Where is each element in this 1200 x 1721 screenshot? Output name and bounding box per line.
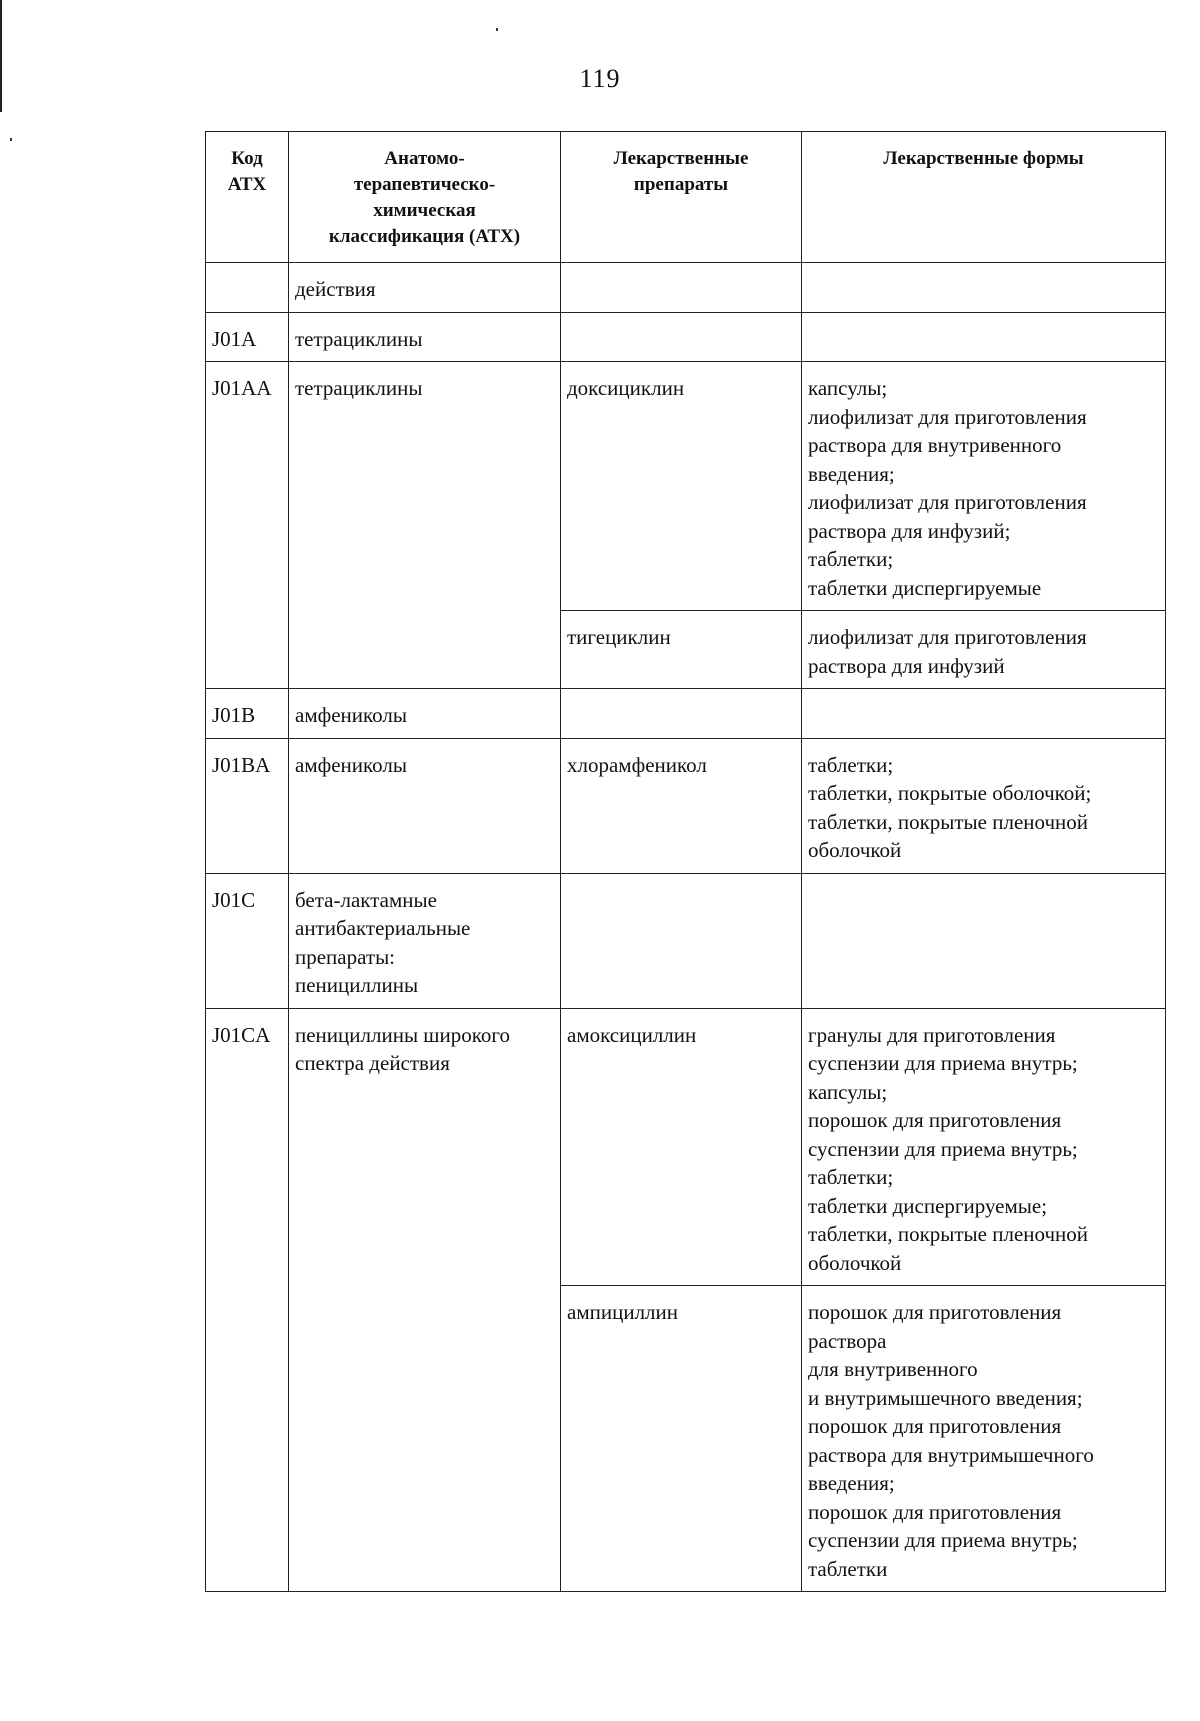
cell-text-line: таблетки;: [808, 1165, 894, 1189]
cell-text-line: пенициллины: [295, 973, 419, 997]
cell-code: J01AA: [206, 362, 289, 689]
cell-text-line: раствора для внутривенного: [808, 433, 1062, 457]
cell-code: [206, 263, 289, 313]
cell-text-line: таблетки: [808, 1556, 888, 1581]
cell-text-line: порошок для приготовления: [808, 1300, 1062, 1324]
header-classification: [289, 132, 561, 263]
cell-drug: [561, 873, 802, 1008]
cell-text-line: порошок для приготовления: [808, 1414, 1062, 1438]
cell-forms: [802, 611, 1166, 689]
cell-classification: [289, 312, 561, 362]
cell-text-line: суспензии для приема внутрь;: [808, 1528, 1078, 1552]
cell-text-line: оболочкой: [808, 1250, 902, 1275]
cell-forms: [802, 738, 1166, 873]
cell-text-line: тетрациклины: [295, 326, 423, 351]
cell-text-line: химическая: [373, 200, 476, 221]
cell-drug: ампициллин: [561, 1286, 802, 1592]
cell-text-line: лиофилизат для приготовления: [808, 625, 1087, 649]
cell-forms: [802, 312, 1166, 362]
cell-text-line: терапевтическо-: [353, 174, 496, 195]
cell-text-line: Код: [231, 148, 263, 169]
header-code: [206, 132, 289, 263]
cell-drug: [561, 312, 802, 362]
table-row: [206, 362, 1166, 611]
cell-text-line: таблетки, покрытые пленочной: [808, 1222, 1089, 1246]
cell-text-line: Анатомо-: [384, 148, 465, 169]
cell-text-line: для внутривенного: [808, 1357, 978, 1381]
cell-text-line: суспензии для приема внутрь;: [808, 1136, 1078, 1161]
cell-text-line: препараты:: [295, 944, 396, 969]
cell-text-line: капсулы;: [808, 376, 888, 400]
cell-text-line: классификация (АТХ): [328, 226, 521, 247]
cell-text-line: раствора для внутримышечного: [808, 1442, 1094, 1467]
scan-edge-mark: [0, 0, 2, 112]
cell-code: J01CA: [206, 1008, 289, 1592]
cell-text-line: Лекарственные: [613, 148, 749, 169]
cell-text-line: раствора для инфузий;: [808, 518, 1011, 543]
cell-forms: [802, 1286, 1166, 1592]
cell-text-line: амфениколы: [295, 703, 407, 727]
cell-drug: амоксициллин: [561, 1008, 802, 1286]
cell-text-line: амфениколы: [295, 752, 407, 777]
page-number: 119: [579, 64, 621, 93]
cell-text-line: таблетки;: [808, 547, 894, 571]
cell-classification: [289, 1008, 561, 1592]
cell-classification: [289, 362, 561, 689]
table-row: [206, 1008, 1166, 1286]
table-row: [206, 263, 1166, 313]
table-body: [206, 263, 1166, 1592]
cell-text-line: таблетки, покрытые оболочкой;: [808, 781, 1092, 805]
cell-classification: [289, 689, 561, 739]
cell-code: J01C: [206, 873, 289, 1008]
header-forms: [802, 132, 1166, 263]
cell-code: J01B: [206, 689, 289, 739]
cell-text-line: тетрациклины: [295, 376, 423, 400]
cell-text-line: суспензии для приема внутрь;: [808, 1051, 1078, 1075]
cell-text-line: раствора для инфузий: [808, 653, 1005, 678]
scan-speck: [10, 138, 12, 141]
cell-text-line: спектра действия: [295, 1051, 450, 1075]
cell-text-line: введения;: [808, 461, 895, 486]
cell-forms: [802, 1008, 1166, 1286]
table-row: [206, 738, 1166, 873]
cell-text-line: таблетки диспергируемые: [808, 575, 1042, 600]
table-header-row: [206, 132, 1166, 263]
cell-code: J01BA: [206, 738, 289, 873]
cell-text-line: таблетки;: [808, 752, 894, 777]
header-drugs: [561, 132, 802, 263]
cell-text-line: и внутримышечного введения;: [808, 1385, 1083, 1410]
cell-text-line: АТХ: [227, 174, 267, 195]
cell-text-line: порошок для приготовления: [808, 1108, 1062, 1132]
cell-drug: [561, 263, 802, 313]
cell-drug: [561, 689, 802, 739]
cell-text-line: оболочкой: [808, 838, 902, 862]
cell-drug: хлорамфеникол: [561, 738, 802, 873]
cell-forms: [802, 873, 1166, 1008]
cell-text-line: капсулы;: [808, 1079, 888, 1104]
cell-code: J01A: [206, 312, 289, 362]
cell-text-line: таблетки диспергируемые;: [808, 1193, 1048, 1218]
cell-forms: [802, 689, 1166, 739]
table-row: [206, 873, 1166, 1008]
atc-drug-table: [205, 131, 1166, 1592]
cell-text-line: пенициллины широкого: [295, 1022, 510, 1047]
cell-text-line: лиофилизат для приготовления: [808, 490, 1087, 514]
cell-text-line: препараты: [633, 174, 729, 195]
cell-drug: тигециклин: [561, 611, 802, 689]
cell-text-line: введения;: [808, 1471, 895, 1495]
cell-text-line: порошок для приготовления: [808, 1499, 1062, 1524]
cell-forms: [802, 263, 1166, 313]
cell-text-line: бета-лактамные: [295, 887, 437, 912]
cell-drug: доксициклин: [561, 362, 802, 611]
table-row: [206, 689, 1166, 739]
cell-classification: [289, 873, 561, 1008]
scan-speck: [496, 28, 498, 31]
cell-text-line: Лекарственные формы: [883, 148, 1084, 169]
cell-classification: [289, 263, 561, 313]
cell-text-line: лиофилизат для приготовления: [808, 404, 1087, 429]
cell-text-line: антибактериальные: [295, 916, 471, 940]
cell-text-line: гранулы для приготовления: [808, 1022, 1056, 1047]
cell-forms: [802, 362, 1166, 611]
cell-text-line: раствора: [808, 1328, 887, 1353]
cell-text-line: таблетки, покрытые пленочной: [808, 809, 1089, 834]
cell-classification: [289, 738, 561, 873]
table-row: [206, 312, 1166, 362]
cell-text-line: действия: [295, 277, 376, 301]
